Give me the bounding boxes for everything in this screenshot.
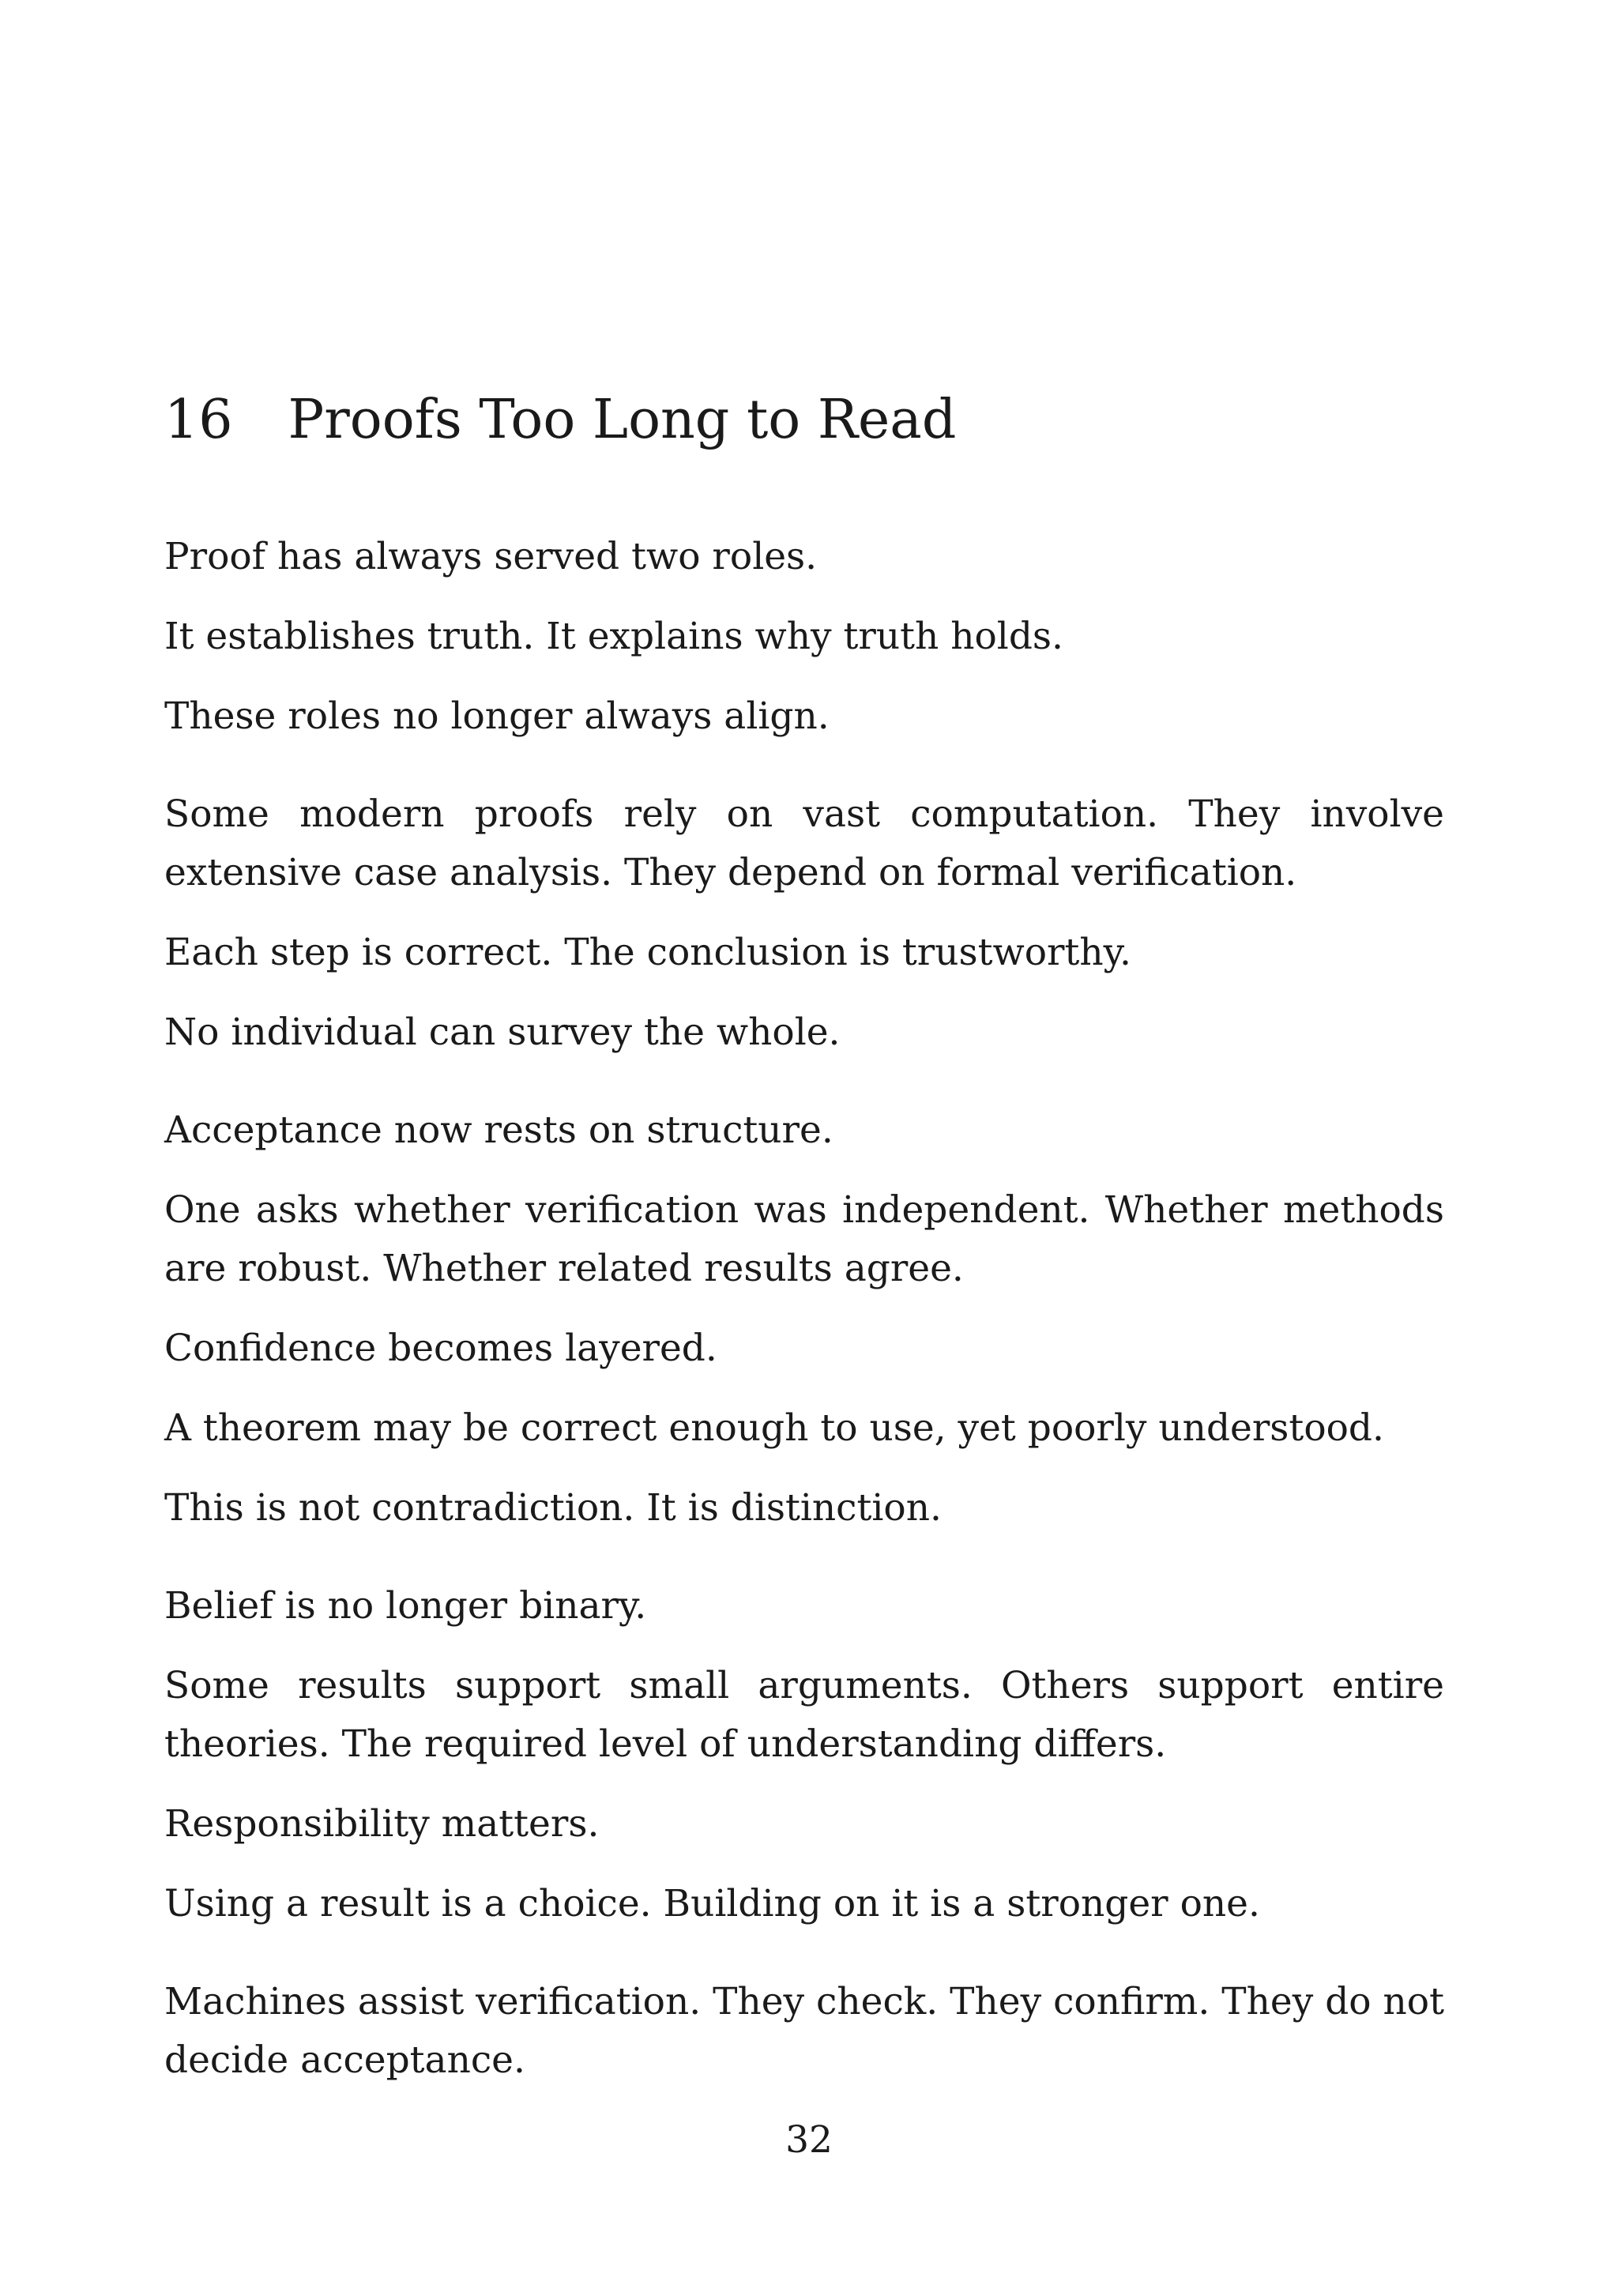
section-title: Proofs Too Long to Read <box>288 389 957 451</box>
paragraph: It establishes truth. It explains why truth holds. <box>164 615 1063 658</box>
section-heading <box>164 389 957 451</box>
body-text <box>164 528 1444 2090</box>
paragraph: Acceptance now rests on structure. <box>164 1108 833 1152</box>
paragraph: One asks whether verification was independent. Whether methods are robust. Whether related results agree. <box>164 1188 1444 1290</box>
paragraph: Some results support small arguments. Others support entire theories. The required level of understanding differs. <box>164 1664 1444 1766</box>
paragraph: No individual can survey the whole. <box>164 1011 841 1054</box>
paragraph: A theorem may be correct enough to use, yet poorly understood. <box>164 1406 1384 1450</box>
paragraph: Confidence becomes layered. <box>164 1327 717 1370</box>
paragraph: Each step is correct. The conclusion is trustworthy. <box>164 931 1131 974</box>
paragraph: Responsibility matters. <box>164 1802 600 1846</box>
paragraph: This is not contradiction. It is distinction. <box>164 1486 942 1530</box>
paragraph: Machines assist verification. They check. They confirm. They do not decide acceptance. <box>164 1980 1444 2082</box>
paragraph: Belief is no longer binary. <box>164 1584 647 1628</box>
paragraph: These roles no longer always align. <box>164 694 830 738</box>
section-number: 16 <box>164 389 233 451</box>
paragraph: Some modern proofs rely on vast computation. They involve extensive case analysis. They depend on formal verification. <box>164 792 1444 894</box>
page-number: 32 <box>785 2118 833 2162</box>
paragraph: Using a result is a choice. Building on it is a stronger one. <box>164 1882 1260 1925</box>
paragraph: Proof has always served two roles. <box>164 535 818 578</box>
